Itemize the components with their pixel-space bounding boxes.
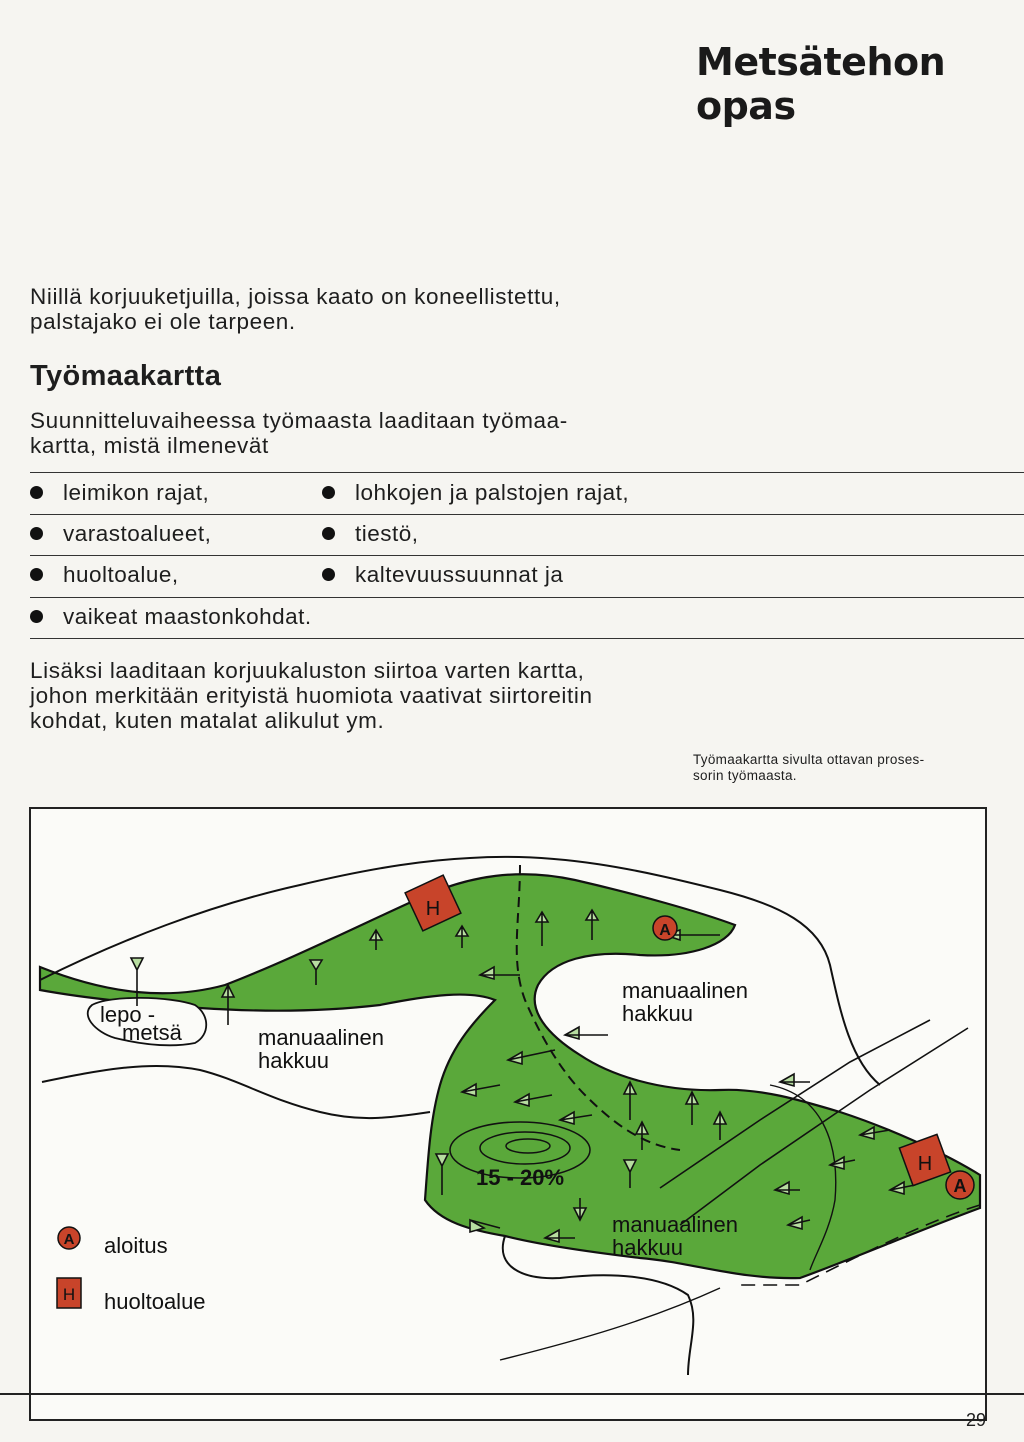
bullet-text: lohkojen ja palstojen rajat, (355, 480, 630, 505)
page-number: 29 (966, 1410, 987, 1430)
start-letter: A (953, 1176, 967, 1196)
rest-forest-label-line-2: metsä (122, 1020, 182, 1045)
service-area-letter: H (917, 1153, 933, 1175)
slope-percent-label: 15 - 20% (476, 1165, 565, 1190)
publication-brand: Metsätehon opas (696, 40, 946, 128)
legend-service-letter: H (62, 1285, 76, 1304)
lead-line-2: kartta, mistä ilmenevät (30, 433, 269, 458)
manual-harvest-label-line-2: hakkuu (622, 1001, 693, 1026)
closing-line-3: kohdat, kuten matalat alikulut ym. (30, 708, 385, 733)
start-marker (653, 916, 677, 940)
bullet-text: kaltevuussuunnat ja (355, 562, 564, 587)
manual-harvest-label-line-2: hakkuu (612, 1235, 683, 1260)
caption-line-1: Työmaakartta sivulta ottavan proses- (693, 752, 925, 767)
legend-start-letter: A (63, 1231, 75, 1248)
closing-line-2: johon merkitään erityistä huomiota vaativat siirtoreitin (30, 683, 593, 708)
section-title: Työmaakartta (30, 360, 222, 392)
rest-forest-label-line-1: lepo - (100, 1002, 156, 1027)
intro-line-1: Niillä korjuuketjuilla, joissa kaato on koneellistettu, (30, 284, 561, 309)
start-marker (946, 1171, 974, 1199)
intro-line-2: palstajako ei ole tarpeen. (30, 309, 296, 334)
manual-harvest-label-line-1: manuaalinen (258, 1025, 384, 1050)
lead-line-1: Suunnitteluvaiheessa työmaasta laaditaan työmaa- (30, 408, 568, 433)
bullet-text: leimikon rajat, (63, 480, 210, 505)
caption-line-2: sorin työmaasta. (693, 768, 797, 783)
manual-harvest-label-line-2: hakkuu (258, 1048, 329, 1073)
manual-harvest-label-line-1: manuaalinen (612, 1212, 738, 1237)
bullet-text: vaikeat maastonkohdat. (63, 604, 312, 629)
legend-service-label: huoltoalue (104, 1289, 206, 1314)
closing-line-1: Lisäksi laaditaan korjuukaluston siirtoa varten kartta, (30, 658, 585, 683)
bullet-text: tiestö, (355, 521, 419, 546)
legend-start-label: aloitus (104, 1233, 168, 1258)
bullet-text: huoltoalue, (63, 562, 179, 587)
manual-harvest-label-line-1: manuaalinen (622, 978, 748, 1003)
start-letter: A (659, 922, 671, 939)
service-area-letter: H (425, 898, 441, 920)
bullet-text: varastoalueet, (63, 521, 212, 546)
